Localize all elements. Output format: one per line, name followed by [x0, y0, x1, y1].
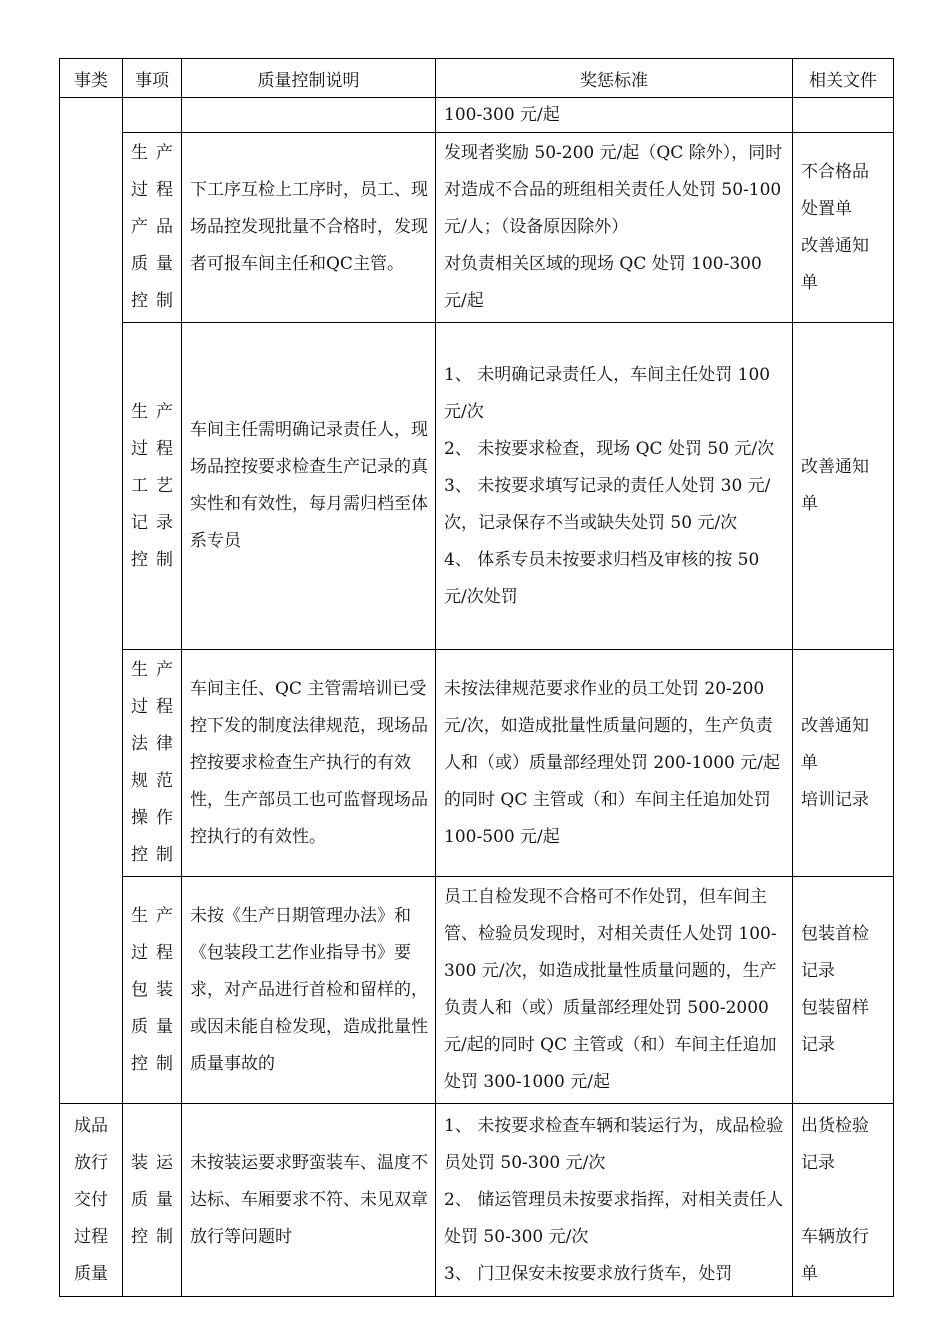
docs-cell: 改善通知 单 培训记录	[793, 650, 894, 877]
description-cell: 未按装运要求野蛮装车、温度不达标、车厢要求不符、未见双章放行等问题时	[182, 1104, 436, 1297]
header-item: 事项	[123, 59, 182, 98]
standard-cell: 员工自检发现不合格可不作处罚，但车间主管、检验员发现时，对相关责任人处罚 100-300 元/次，如造成批量性质量问题的，生产负责人和（或）质量部经理处罚 500-2000 元/起的同时 QC 主管或（和）车间主任追加处罚 300-1000 元/起	[436, 877, 793, 1104]
quality-control-table	[59, 58, 894, 1297]
category-cell-1	[60, 98, 123, 1104]
standard-cell: 1、 未按要求检查车辆和装运行为，成品检验员处罚 50-300 元/次 2、 储运管理员未按要求指挥，对相关责任人处罚 50-300 元/次 3、 门卫保安未按要求放行货车，处罚	[436, 1104, 793, 1297]
item-cell: 生产 过程 法律 规范 操作 控制	[123, 650, 182, 877]
item-cell	[123, 98, 182, 133]
header-description: 质量控制说明	[182, 59, 436, 98]
standard-cell: 1、 未明确记录责任人，车间主任处罚 100 元/次 2、 未按要求检查，现场 QC 处罚 50 元/次 3、 未按要求填写记录的责任人处罚 30 元/次，记录保存不当或缺失处罚 50 元/次 4、 体系专员未按要求归档及审核的按 50 元/次处罚	[436, 323, 793, 650]
table-row	[60, 877, 894, 1104]
header-docs: 相关文件	[793, 59, 894, 98]
table-row	[60, 650, 894, 877]
table-row	[60, 133, 894, 323]
description-cell: 下工序互检上工序时，员工、现场品控发现批量不合格时，发现者可报车间主任和QC主管。	[182, 133, 436, 323]
item-cell: 生产 过程 产品 质量 控制	[123, 133, 182, 323]
header-standard: 奖惩标准	[436, 59, 793, 98]
item-cell: 生产 过程 包装 质量 控制	[123, 877, 182, 1104]
item-cell: 生产 过程 工艺 记录 控制	[123, 323, 182, 650]
docs-cell: 出货检验 记录 车辆放行 单	[793, 1104, 894, 1297]
table-row	[60, 98, 894, 133]
standard-cell: 发现者奖励 50-200 元/起（QC 除外），同时对造成不合品的班组相关责任人处罚 50-100 元/人；（设备原因除外） 对负责相关区域的现场 QC 处罚 100-300 元/起	[436, 133, 793, 323]
standard-cell: 未按法律规范要求作业的员工处罚 20-200 元/次，如造成批量性质量问题的，生产负责人和（或）质量部经理处罚 200-1000 元/起的同时 QC 主管或（和）车间主任追加处罚 100-500 元/起	[436, 650, 793, 877]
table-row	[60, 323, 894, 650]
description-cell	[182, 98, 436, 133]
description-cell: 车间主任需明确记录责任人，现场品控按要求检查生产记录的真实性和有效性，每月需归档至体系专员	[182, 323, 436, 650]
description-cell: 车间主任、QC 主管需培训已受控下发的制度法律规范，现场品控按要求检查生产执行的有效性，生产部员工也可监督现场品控执行的有效性。	[182, 650, 436, 877]
category-cell-2: 成品 放行 交付 过程 质量	[60, 1104, 123, 1297]
item-cell: 装运 质量 控制	[123, 1104, 182, 1297]
docs-cell: 不合格品 处置单 改善通知 单	[793, 133, 894, 323]
docs-cell: 包装首检 记录 包装留样 记录	[793, 877, 894, 1104]
description-cell: 未按《生产日期管理办法》和《包装段工艺作业指导书》要求，对产品进行首检和留样的，或因未能自检发现，造成批量性质量事故的	[182, 877, 436, 1104]
table-row	[60, 1104, 894, 1297]
docs-cell: 改善通知 单	[793, 323, 894, 650]
standard-cell: 100-300 元/起	[436, 98, 793, 133]
table-header-row	[60, 59, 894, 98]
docs-cell	[793, 98, 894, 133]
header-category: 事类	[60, 59, 123, 98]
